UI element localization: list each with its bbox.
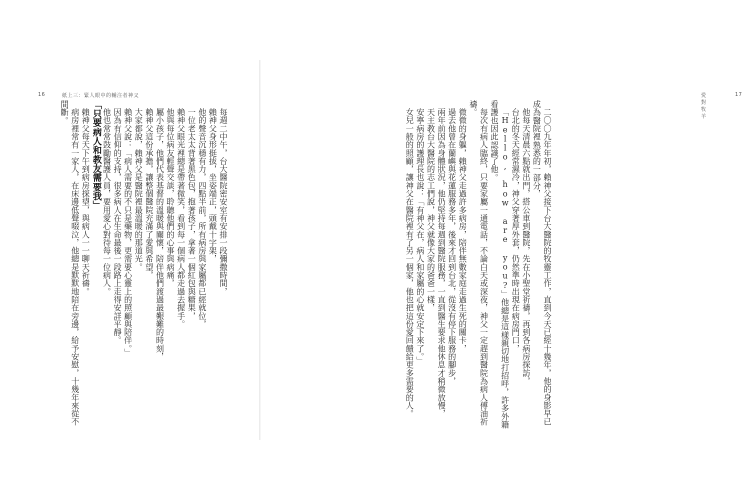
paragraph: 「Hello, how are you?」他總是這樣親切地打招呼，許多外籍看護也因此認識了他。 (490, 100, 510, 429)
paragraph: 大家都說，賴神父是醫院裡最溫暖的那道光。 (134, 108, 144, 271)
left-page-number: 16 (38, 92, 46, 98)
paragraph: 賴神父說：「病人需要的不只是藥物，更需要心靈上的照顧與陪伴。」 (123, 108, 133, 357)
section-heading: 「只要病人和教友需要我」 (90, 100, 101, 210)
paragraph: 微微的身軀，賴神父走過許多病房，陪伴無數家庭走過生死的關卡， (458, 108, 468, 353)
paragraph: 賴神父眼光裡總是帶著微笑，看到每一個病人都走過去握手。 (176, 108, 186, 329)
paragraph: 每次有病人臨終，只要家屬一通電話，不論白天或深夜，神父一定趕到醫院為病人傅油祈禱。 (468, 100, 489, 426)
paragraph: 過去他曾在蘭嶼與花蓮服務多年，後來才回到台北，從沒有停下服務的腳步， (447, 108, 457, 386)
paragraph: 因為有信仰的支持，很多病人在生命最後一段路上走得安詳平靜。 (113, 108, 123, 345)
paragraph: 他與每位病友輕聲交談，聆聽他們的心事與病痛， (166, 108, 176, 288)
left-body-text (40, 100, 228, 432)
paragraph: 賴神父身形挺拔，坐姿端正，頭戴十字架， (208, 108, 218, 263)
paragraph: 女兒一般的照顧，讓神父在醫院裡有了另一個家，他也把這份愛回饋給更多需要的人。 (405, 108, 415, 418)
paragraph: 病房裡常有一家人，在床邊低聲啜泣，他總是默默地陪在旁邊，給予安慰，十幾年來從不間斷。 (60, 100, 80, 426)
paragraph: 兩年前因為身體狀況，他仍堅持每週到醫院服務，一直到醫生要求他休息才稍微放慢， (437, 108, 447, 418)
paragraph: 他的聲音沉穩有力，四點半前，所有病房與家屬都已經就位， (197, 108, 207, 329)
paragraph: 他也常常鼓勵醫護人員，要用愛心對待每一位病人。 (102, 108, 112, 296)
paragraph: 每週二中午，台大醫院密安室有安排一段彌撒時間， (219, 108, 228, 296)
right-page (261, 0, 742, 500)
paragraph: 屬小孩子，他們代表基督的溫暖與關懷，陪伴他們渡過最艱難的時刻， (155, 108, 165, 361)
paragraph: 他每天清晨六點就出門，搭公車到醫院，先在小聖堂祈禱，再到各病房探訪， (521, 108, 531, 386)
left-page (0, 0, 259, 500)
right-running-head: 愛對牧羊 (701, 93, 707, 120)
left-running-head: 紙上三：緊人眼中的輔注者神父 (62, 93, 140, 99)
paragraph: 安寧病房的護理長也說：「有神父在，病人和家屬的心就安定下來了。」 (415, 108, 425, 365)
paragraph: 台北的冬天經常濕冷，神父穿著厚外套，仍然準時出現在病房門口， (511, 108, 521, 353)
paragraph: 天主教台大醫院的志工們說，神父就像大家的爸爸一樣， (426, 108, 436, 312)
right-page-number: 17 (735, 92, 742, 98)
paragraph: 二〇〇九年年初，賴神父接下台大醫院的牧靈工作，直到今天已經十幾年，他的身影早已成為醫院裡熟悉的一部分， (532, 100, 552, 426)
paragraph: 賴神父每天下午到病房探望，與病人一一聊天祈禱。 (81, 108, 91, 296)
paragraph: 賴神父這份承擔，讓整個醫院充滿了愛與希望， (144, 108, 154, 280)
paragraph: 一位老太太背著黑色包，抱著孩子，拿著一個紅包與糖果， (187, 108, 197, 320)
